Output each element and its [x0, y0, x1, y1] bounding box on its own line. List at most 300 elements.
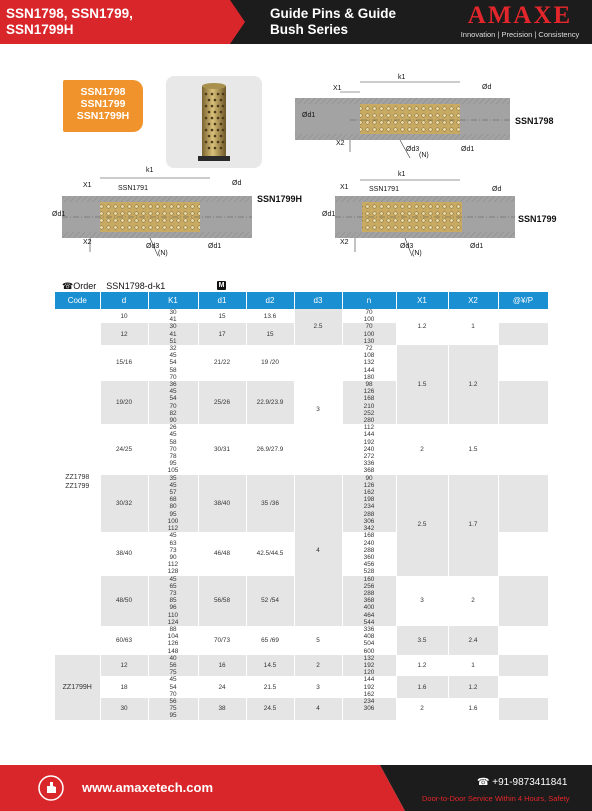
d1-cell: 21/22: [198, 345, 246, 381]
price-cell: [498, 424, 548, 431]
k1-cell: 90: [148, 417, 198, 424]
x2-cell: 1.2: [448, 676, 498, 698]
price-cell: [498, 597, 548, 604]
table-row: [55, 309, 548, 316]
x1-cell: 2.5: [396, 475, 448, 576]
price-cell: [498, 511, 548, 518]
d-cell: 15/16: [100, 345, 148, 381]
n-cell: 126: [342, 388, 396, 395]
n-cell: 98: [342, 381, 396, 388]
n-cell: 100: [342, 331, 396, 338]
x1-cell: 3.5: [396, 626, 448, 655]
n-cell: 288: [342, 547, 396, 554]
dim-n-1799h: (N): [158, 250, 168, 257]
n-cell: 252: [342, 410, 396, 417]
dim-x2-1799h: X2: [83, 239, 92, 246]
n-cell: 368: [342, 597, 396, 604]
price-cell: [498, 626, 548, 633]
website-link[interactable]: www.amaxetech.com: [82, 780, 214, 795]
k1-cell: 90: [148, 554, 198, 561]
n-cell: 144: [342, 431, 396, 438]
n-cell: 120: [342, 669, 396, 676]
footer-dark-band: [380, 765, 592, 811]
k1-cell: 35: [148, 475, 198, 482]
d2-cell: 42.5/44.5: [246, 532, 294, 575]
price-cell: [498, 316, 548, 323]
k1-cell: 63: [148, 540, 198, 547]
n-cell: 112: [342, 424, 396, 431]
category-line-1: Guide Pins & Guide: [270, 6, 397, 21]
d-cell: 18: [100, 676, 148, 698]
x2-cell: 1.7: [448, 475, 498, 576]
n-cell: 70: [342, 309, 396, 316]
price-cell: [498, 467, 548, 474]
k1-cell: 45: [148, 576, 198, 583]
n-cell: 70: [342, 323, 396, 330]
n-cell: 306: [342, 518, 396, 525]
n-cell: 192: [342, 662, 396, 669]
k1-cell: 54: [148, 359, 198, 366]
d3-cell: 2: [294, 655, 342, 677]
k1-cell: 56: [148, 698, 198, 705]
n-cell: 456: [342, 561, 396, 568]
series-line-1: SSN1798, SSN1799,: [6, 6, 133, 21]
d-cell: 30/32: [100, 475, 148, 533]
k1-cell: 148: [148, 648, 198, 655]
price-cell: [498, 323, 548, 330]
n-cell: 504: [342, 640, 396, 647]
price-cell: [498, 475, 548, 482]
price-cell: [498, 712, 548, 719]
k1-cell: 70: [148, 374, 198, 381]
price-cell: [498, 525, 548, 532]
table-body: [55, 309, 548, 720]
price-cell: [498, 669, 548, 676]
table-row: [55, 698, 548, 705]
k1-cell: 45: [148, 431, 198, 438]
code-value: ZZ1799H: [62, 683, 92, 691]
n-cell: 288: [342, 511, 396, 518]
n-cell: 162: [342, 489, 396, 496]
dim-d3-1799: Ød3: [400, 243, 414, 250]
column-header: Code: [55, 292, 100, 309]
part-no-1799: SSN1791: [369, 186, 399, 193]
x2-cell: 1.6: [448, 698, 498, 720]
k1-cell: 105: [148, 467, 198, 474]
price-cell: [498, 446, 548, 453]
n-cell: 234: [342, 503, 396, 510]
d1-cell: 30/31: [198, 424, 246, 474]
k1-cell: 45: [148, 352, 198, 359]
badge-line-3: SSN1799H: [76, 110, 130, 122]
price-cell: [498, 381, 548, 388]
x1-cell: 3: [396, 576, 448, 626]
price-cell: [498, 489, 548, 496]
d2-cell: 13.6: [246, 309, 294, 323]
table-row: [55, 345, 548, 352]
k1-cell: 41: [148, 331, 198, 338]
d3-cell: 3: [294, 345, 342, 475]
k1-cell: 128: [148, 568, 198, 575]
price-cell: [498, 395, 548, 402]
d3-cell: 4: [294, 698, 342, 720]
n-cell: 132: [342, 655, 396, 662]
dim-k1-1799h: k1: [146, 167, 154, 174]
d-cell: 12: [100, 655, 148, 677]
n-cell: 192: [342, 684, 396, 691]
d-cell: 19/20: [100, 381, 148, 424]
k1-cell: 70: [148, 446, 198, 453]
price-cell: [498, 453, 548, 460]
n-cell: 288: [342, 590, 396, 597]
n-cell: 336: [342, 460, 396, 467]
n-cell: 240: [342, 540, 396, 547]
k1-cell: 104: [148, 633, 198, 640]
n-cell: 600: [342, 648, 396, 655]
k1-cell: 73: [148, 590, 198, 597]
n-cell: 168: [342, 532, 396, 539]
price-cell: [498, 309, 548, 316]
price-cell: [498, 374, 548, 381]
x2-cell: 2: [448, 576, 498, 626]
n-cell: 180: [342, 374, 396, 381]
k1-cell: 88: [148, 626, 198, 633]
x1-cell: 1.2: [396, 655, 448, 677]
d-cell: 12: [100, 323, 148, 345]
n-cell: 280: [342, 417, 396, 424]
n-cell: 464: [342, 612, 396, 619]
column-header: d1: [198, 292, 246, 309]
x2-cell: 1.5: [448, 424, 498, 474]
d1-cell: 70/73: [198, 626, 246, 655]
label-ssn1799h: SSN1799H: [257, 194, 303, 204]
n-cell: 144: [342, 676, 396, 683]
x2-cell: 1: [448, 655, 498, 677]
d1-cell: 46/48: [198, 532, 246, 575]
hand-pointer-icon: [38, 775, 64, 801]
price-cell: [498, 359, 548, 366]
label-ssn1799: SSN1799: [518, 214, 557, 224]
d2-cell: 65 /69: [246, 626, 294, 655]
series-line-2: SSN1799H: [6, 22, 74, 37]
brand-name: AMAXE: [467, 2, 573, 29]
price-cell: [498, 583, 548, 590]
n-cell: 368: [342, 467, 396, 474]
n-cell: 400: [342, 604, 396, 611]
k1-cell: 54: [148, 395, 198, 402]
drawing-ssn1799: [335, 180, 515, 256]
k1-cell: 68: [148, 496, 198, 503]
price-cell: [498, 633, 548, 640]
k1-cell: 124: [148, 619, 198, 626]
dim-d3-1799h: Ød3: [146, 243, 160, 250]
category-line-2: Bush Series: [270, 22, 349, 37]
price-cell: [498, 532, 548, 539]
dim-x2-1799: X2: [340, 239, 349, 246]
d1-cell: 38: [198, 698, 246, 720]
k1-cell: 112: [148, 525, 198, 532]
d2-cell: 22.9/23.9: [246, 381, 294, 424]
k1-cell: 80: [148, 503, 198, 510]
k1-cell: 95: [148, 511, 198, 518]
badge-line-1: SSN1798: [80, 86, 126, 98]
code-cell: [55, 309, 100, 655]
k1-cell: 30: [148, 309, 198, 316]
price-cell: [498, 648, 548, 655]
table-row: [55, 626, 548, 633]
d-cell: 60/63: [100, 626, 148, 655]
n-cell: 198: [342, 496, 396, 503]
brand-tagline: Innovation | Precision | Consistency: [460, 30, 580, 39]
dim-d-1799h: Ød: [232, 180, 242, 187]
price-cell: [498, 345, 548, 352]
order-label: Order: [73, 281, 97, 291]
technical-drawings: [0, 0, 592, 275]
d3-cell: 4: [294, 475, 342, 626]
x1-cell: 1.2: [396, 309, 448, 345]
phone-number[interactable]: [477, 777, 567, 788]
n-cell: 168: [342, 395, 396, 402]
table-row: [55, 475, 548, 482]
price-cell: [498, 388, 548, 395]
price-cell: [498, 540, 548, 547]
d2-cell: 15: [246, 323, 294, 345]
column-header: X1: [396, 292, 448, 309]
dim-n-1799: (N): [412, 250, 422, 257]
part-no-1799h: SSN1791: [118, 185, 148, 192]
d2-cell: 24.5: [246, 698, 294, 720]
price-cell: [498, 518, 548, 525]
n-cell: 90: [342, 475, 396, 482]
price-cell: [498, 662, 548, 669]
column-header: d3: [294, 292, 342, 309]
k1-cell: 45: [148, 532, 198, 539]
price-cell: [498, 338, 548, 345]
k1-cell: 96: [148, 604, 198, 611]
k1-cell: 58: [148, 367, 198, 374]
n-cell: 160: [342, 576, 396, 583]
k1-cell: 85: [148, 597, 198, 604]
price-cell: [498, 367, 548, 374]
d-cell: 30: [100, 698, 148, 720]
d2-cell: 52 /54: [246, 576, 294, 626]
page-footer: [0, 765, 592, 811]
price-cell: [498, 612, 548, 619]
n-cell: 360: [342, 554, 396, 561]
dim-x2-1798: X2: [336, 140, 345, 147]
price-cell: [498, 496, 548, 503]
x2-cell: 1: [448, 309, 498, 345]
n-cell: 162: [342, 691, 396, 698]
k1-cell: 45: [148, 388, 198, 395]
k1-cell: 32: [148, 345, 198, 352]
dim-d-1799: Ød: [492, 186, 502, 193]
x1-cell: 2: [396, 424, 448, 474]
n-cell: 528: [342, 568, 396, 575]
n-cell: 132: [342, 359, 396, 366]
n-cell: 408: [342, 633, 396, 640]
dim-k1-1798: k1: [398, 74, 406, 81]
d1-cell: 38/40: [198, 475, 246, 533]
price-cell: [498, 576, 548, 583]
code-cell: [55, 655, 100, 720]
k1-cell: 95: [148, 460, 198, 467]
d2-cell: 35 /36: [246, 475, 294, 533]
code-value: ZZ1798: [65, 473, 90, 481]
spec-table: [55, 292, 549, 720]
column-header: X2: [448, 292, 498, 309]
d2-cell: 26.9/27.9: [246, 424, 294, 474]
dim-d1-1798: Ød1: [302, 112, 316, 119]
price-cell: [498, 619, 548, 626]
phone-number-text: +91-9873411841: [492, 777, 568, 788]
d1-cell: 15: [198, 309, 246, 323]
k1-cell: 36: [148, 381, 198, 388]
n-cell: 256: [342, 583, 396, 590]
service-slogan: Door-to-Door Service Within 4 Hours, Safety: [422, 794, 570, 803]
k1-cell: 112: [148, 561, 198, 568]
k1-cell: 58: [148, 439, 198, 446]
x2-cell: 2.4: [448, 626, 498, 655]
n-cell: 210: [342, 403, 396, 410]
k1-cell: 73: [148, 547, 198, 554]
dim-d-1798: Ød: [482, 84, 492, 91]
order-line: [62, 281, 165, 292]
k1-cell: 45: [148, 482, 198, 489]
d3-cell: 3: [294, 676, 342, 698]
d1-cell: 56/58: [198, 576, 246, 626]
column-header: d2: [246, 292, 294, 309]
dim-d1b-1799: Ød1: [470, 243, 484, 250]
table-row: [55, 676, 548, 683]
d-cell: 48/50: [100, 576, 148, 626]
price-cell: [498, 439, 548, 446]
price-cell: [498, 554, 548, 561]
n-cell: 234: [342, 698, 396, 705]
k1-cell: 75: [148, 705, 198, 712]
price-cell: [498, 547, 548, 554]
dim-k1-1799: k1: [398, 171, 406, 178]
dim-d1-1799: Ød1: [322, 211, 336, 218]
k1-cell: 65: [148, 583, 198, 590]
price-cell: [498, 604, 548, 611]
k1-cell: 56: [148, 662, 198, 669]
price-cell: [498, 698, 548, 705]
n-cell: 336: [342, 626, 396, 633]
k1-cell: 100: [148, 518, 198, 525]
k1-cell: 110: [148, 612, 198, 619]
badge-line-2: SSN1799: [80, 98, 126, 110]
price-cell: [498, 352, 548, 359]
k1-cell: 40: [148, 655, 198, 662]
d3-cell: 5: [294, 626, 342, 655]
k1-cell: 30: [148, 323, 198, 330]
d1-cell: 16: [198, 655, 246, 677]
d-cell: 24/25: [100, 424, 148, 474]
d2-cell: 19 /20: [246, 345, 294, 381]
x1-cell: 1.5: [396, 345, 448, 424]
dim-d1-1799h: Ød1: [52, 211, 66, 218]
n-cell: [342, 712, 396, 719]
dim-x1-1799: X1: [340, 184, 349, 191]
price-cell: [498, 410, 548, 417]
k1-cell: 26: [148, 424, 198, 431]
price-cell: [498, 503, 548, 510]
k1-cell: 70: [148, 691, 198, 698]
d-cell: 10: [100, 309, 148, 323]
label-ssn1798: SSN1798: [515, 116, 554, 126]
price-cell: [498, 705, 548, 712]
d2-cell: 14.5: [246, 655, 294, 677]
price-cell: [498, 331, 548, 338]
n-cell: 100: [342, 316, 396, 323]
column-header: d: [100, 292, 148, 309]
code-value: ZZ1799: [65, 482, 90, 490]
table-header-row: [55, 292, 548, 309]
k1-cell: 57: [148, 489, 198, 496]
price-cell: [498, 403, 548, 410]
dim-x1-1798: X1: [333, 85, 342, 92]
price-cell: [498, 691, 548, 698]
price-cell: [498, 640, 548, 647]
d1-cell: 24: [198, 676, 246, 698]
price-cell: [498, 460, 548, 467]
n-cell: 72: [342, 345, 396, 352]
d1-cell: 25/26: [198, 381, 246, 424]
x1-cell: 1.6: [396, 676, 448, 698]
price-cell: [498, 590, 548, 597]
price-cell: [498, 676, 548, 683]
x1-cell: 2: [396, 698, 448, 720]
drawing-ssn1798: [295, 82, 510, 158]
n-cell: 144: [342, 367, 396, 374]
table-row: [55, 655, 548, 662]
price-cell: [498, 561, 548, 568]
k1-cell: 75: [148, 669, 198, 676]
d2-cell: 21.5: [246, 676, 294, 698]
phone-icon-footer: ☎: [477, 777, 493, 788]
k1-cell: 54: [148, 684, 198, 691]
price-cell: [498, 655, 548, 662]
dim-n-1798: (N): [419, 152, 429, 159]
n-cell: 272: [342, 453, 396, 460]
column-header: @¥/P: [498, 292, 548, 309]
x2-cell: 1.2: [448, 345, 498, 424]
d3-cell: 2.5: [294, 309, 342, 345]
k1-cell: 51: [148, 338, 198, 345]
d1-cell: 17: [198, 323, 246, 345]
column-header: K1: [148, 292, 198, 309]
n-cell: 130: [342, 338, 396, 345]
dim-d3-1798: Ød3: [406, 146, 420, 153]
dim-x1-1799h: X1: [83, 182, 92, 189]
order-example: SSN1798-d-k1: [106, 281, 166, 291]
dim-d1b-1799h: Ød1: [208, 243, 222, 250]
price-cell: [498, 568, 548, 575]
n-cell: 192: [342, 439, 396, 446]
price-cell: [498, 417, 548, 424]
k1-cell: 78: [148, 453, 198, 460]
n-cell: 126: [342, 482, 396, 489]
price-cell: [498, 431, 548, 438]
k1-cell: 126: [148, 640, 198, 647]
n-cell: 544: [342, 619, 396, 626]
k1-cell: 82: [148, 410, 198, 417]
k1-cell: 41: [148, 316, 198, 323]
dim-d1b-1798: Ød1: [461, 146, 475, 153]
n-cell: 240: [342, 446, 396, 453]
n-cell: 342: [342, 525, 396, 532]
